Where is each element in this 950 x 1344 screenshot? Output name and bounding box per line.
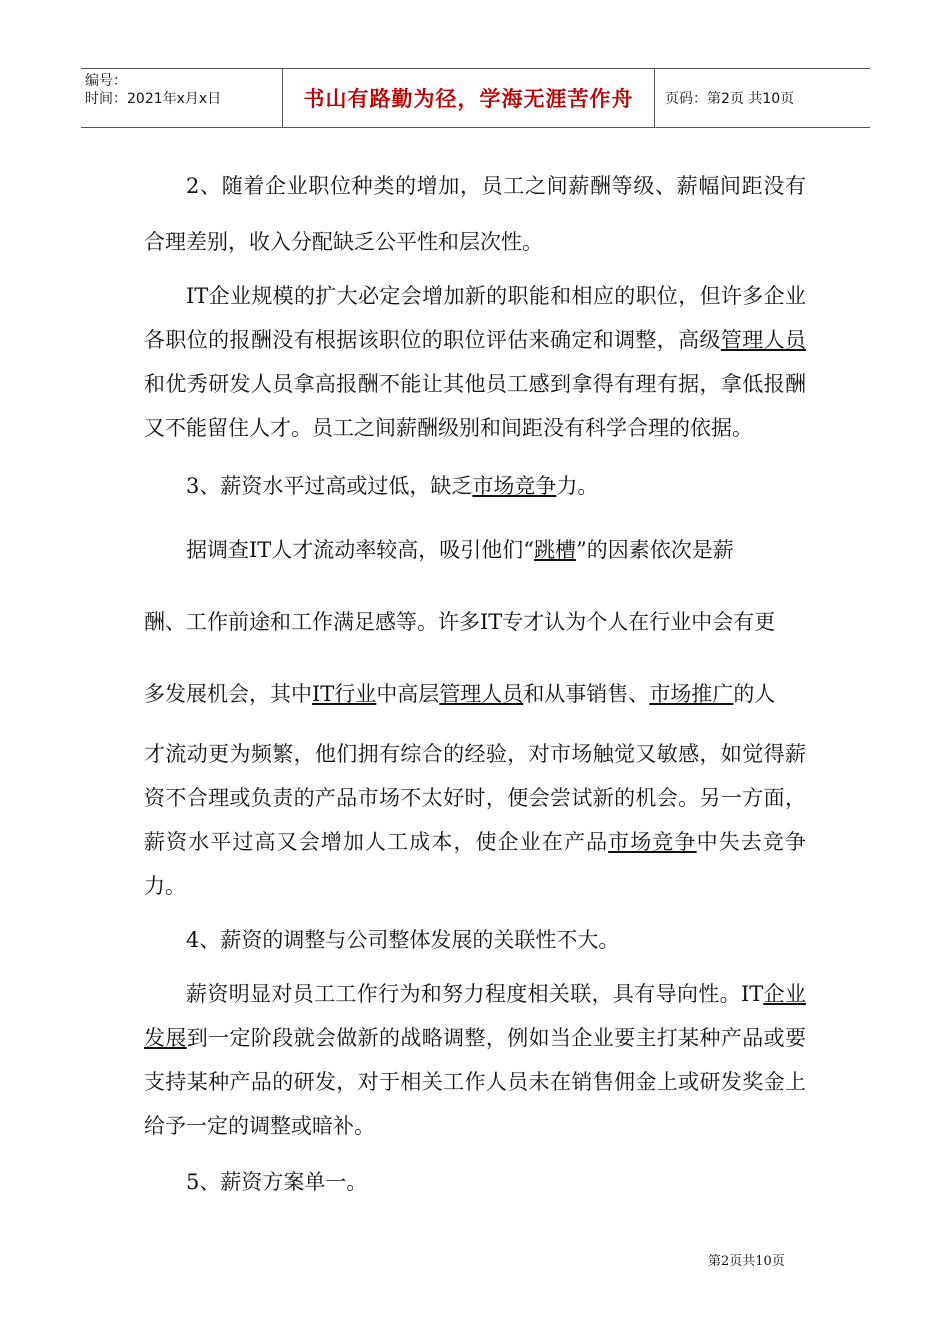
- header-motto: 书山有路勤为径，学海无涯苦作舟: [303, 87, 634, 111]
- link-management-staff[interactable]: 管理人员: [720, 328, 807, 352]
- link-job-hopping[interactable]: 跳槽: [534, 538, 577, 562]
- page-header: [81, 68, 870, 128]
- paragraph-4-rest: 才流动更为频繁，他们拥有综合的经验，对市场触觉又敏感，如觉得薪资不合理或负责的产品市场不太好时，便会尝试新的机会。另一方面，薪资水平过高又会增加人工成本，使企业在产品市场竞争中失去竞争力。: [144, 742, 807, 898]
- document-body: [144, 158, 806, 1210]
- paragraph-4-line-3: 多发展机会，其中IT行业中高层管理人员和从事销售、市场推广的人: [144, 682, 776, 706]
- page-footer: 第2页共10页: [708, 1254, 785, 1269]
- paragraph-6: 薪资明显对员工工作行为和努力程度相关联，具有导向性。IT企业发展到一定阶段就会做新的战略调整，例如当企业要主打某种产品或要支持某种产品的研发，对于相关工作人员未在销售佣金上或研发奖金上给予一定的调整或暗补。: [144, 982, 806, 1138]
- link-market-promotion[interactable]: 市场推广: [649, 682, 734, 706]
- paragraph-heading-4: 4、薪资的调整与公司整体发展的关联性不大。: [186, 928, 620, 952]
- link-management-staff-2[interactable]: 管理人员: [439, 682, 524, 706]
- paragraph-2: IT企业规模的扩大必定会增加新的职能和相应的职位，但许多企业各职位的报酬没有根据该职位的职位评估来确定和调整，高级管理人员和优秀研发人员拿高报酬不能让其他员工感到拿得有理有据，拿低报酬又不能留住人才。员工之间薪酬级别和间距没有科学合理的依据。: [144, 284, 807, 440]
- header-meta: [81, 69, 283, 127]
- link-market-competition-2[interactable]: 市场竞争: [608, 830, 697, 854]
- doc-number-label: 编号：: [85, 73, 127, 89]
- time-label: 时间：2021年x月x日: [85, 91, 222, 107]
- paragraph-heading-5: 5、薪资方案单一。: [186, 1170, 368, 1194]
- header-page-info: 页码：第2页 共10页: [665, 91, 795, 107]
- link-enterprise-development[interactable]: 企业发展: [144, 982, 806, 1050]
- link-market-competition[interactable]: 市场竞争: [472, 474, 557, 498]
- paragraph-heading-3: 3、薪资水平过高或过低，缺乏市场竞争力。: [186, 474, 599, 498]
- paragraph-4-line-2: 酬、工作前途和工作满足感等。许多IT专才认为个人在行业中会有更: [144, 610, 776, 634]
- paragraph-4-line-1: 据调查IT人才流动率较高，吸引他们“跳槽”的因素依次是薪: [186, 538, 734, 562]
- link-it-industry[interactable]: IT行业: [312, 682, 377, 706]
- header-motto-cell: [283, 69, 655, 127]
- paragraph-heading-2: 2、随着企业职位种类的增加，员工之间薪酬等级、薪幅间距没有合理差别，收入分配缺乏公平性和层次性。: [144, 174, 806, 254]
